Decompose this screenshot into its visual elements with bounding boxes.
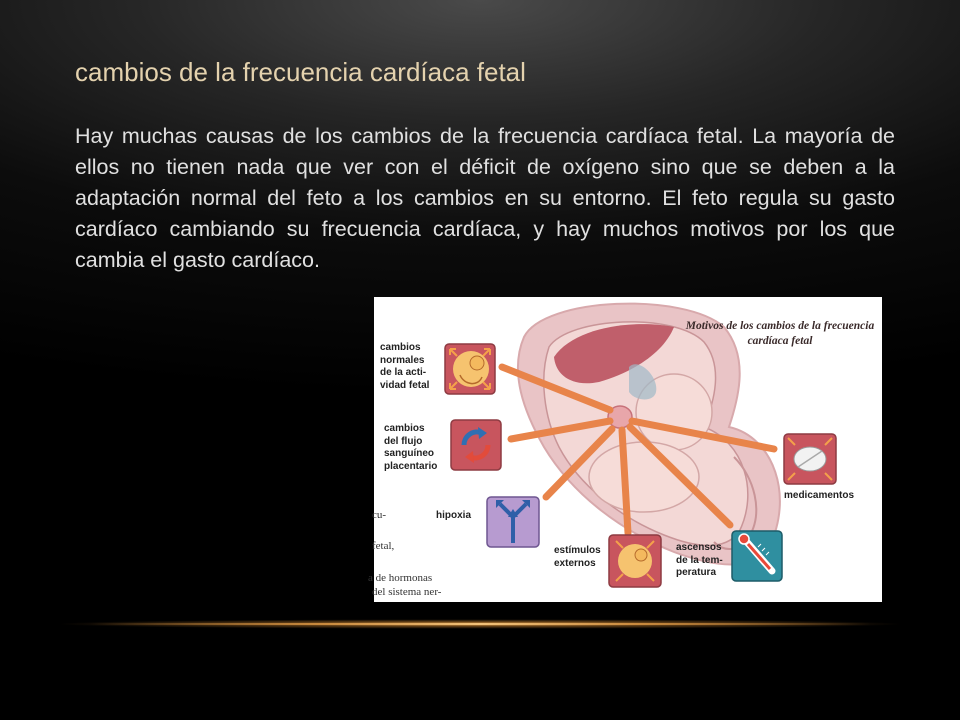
circular-arrows-icon [451, 420, 501, 470]
label-blood-flow: cambios del flujo sanguíneo placentario [384, 423, 438, 472]
thermometer-icon [732, 531, 782, 581]
decorative-divider-line [90, 623, 870, 625]
label-hypoxia: hipoxia [436, 510, 472, 521]
background-text-fragment: a de hormonas [368, 572, 433, 584]
fetal-heart-rate-figure [368, 297, 882, 602]
figure-title: Motivos de los cambios de la frecuencia cardíaca fetal [685, 320, 875, 347]
fetus-stimuli-icon [609, 535, 661, 587]
label-external-stimuli: estímulos externos [554, 545, 601, 569]
slide-body-text: Hay muchas causas de los cambios de la frecuencia cardíaca fetal. La mayoría de ellos no tienen nada que ver con el déficit de oxígeno sino que se deben a la adaptación normal del feto a los cambios en su entorno. El feto regula su gasto cardíaco cambiando su frecuencia cardíaca, y hay muchos motivos por los que cambia el gasto cardíaco. [75, 124, 895, 272]
branching-arrows-icon [487, 497, 539, 547]
fetus-icon [445, 344, 495, 394]
background-text-fragment: cu- [372, 509, 387, 521]
background-text-fragment: fetal, [372, 540, 395, 552]
slide-title: cambios de la frecuencia cardíaca fetal [75, 57, 526, 87]
background-text-fragment: del sistema ner- [372, 586, 442, 598]
label-temperature: ascensos de la tem- peratura [676, 542, 723, 578]
label-fetal-activity: cambios normales de la acti- vidad fetal [380, 342, 430, 391]
label-medication: medicamentos [784, 490, 855, 501]
pill-icon [784, 434, 836, 484]
